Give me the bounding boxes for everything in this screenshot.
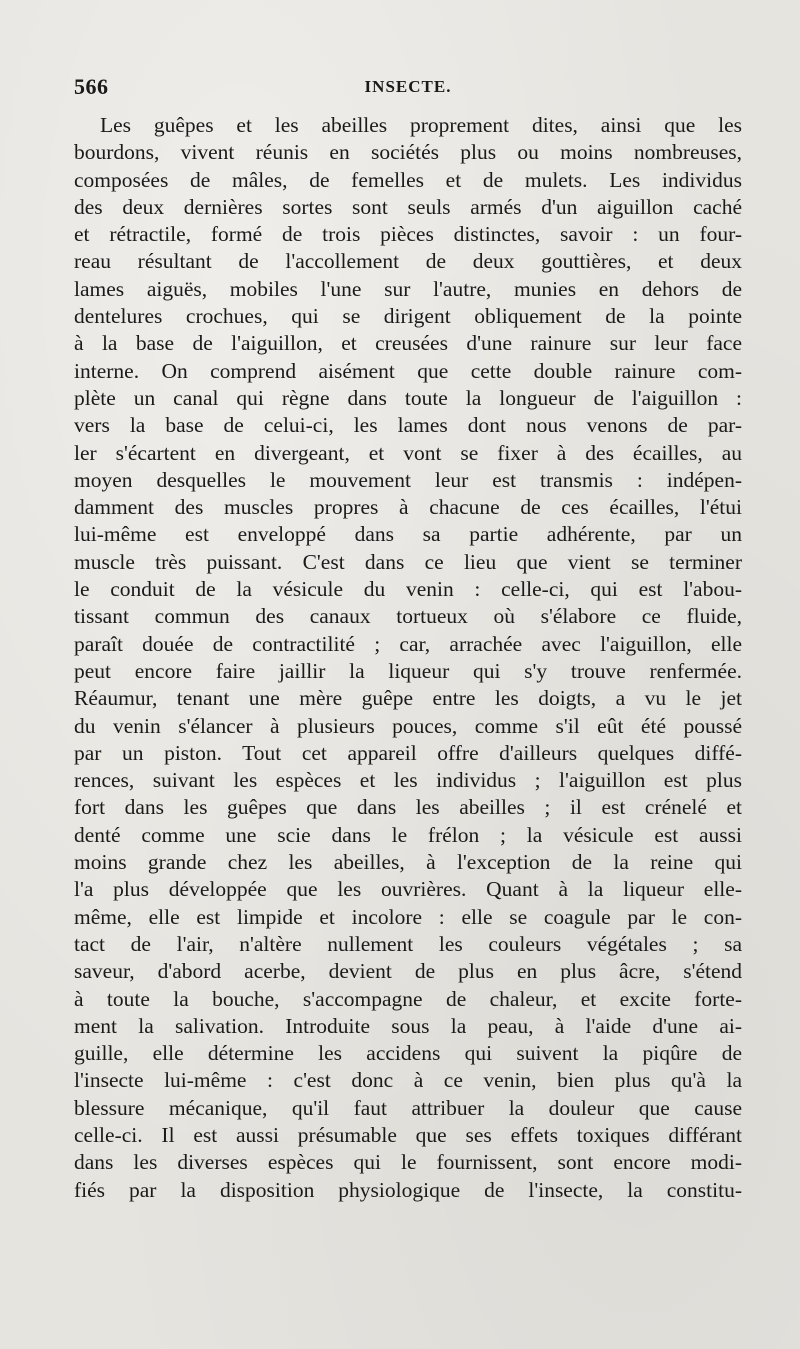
text-line: même, elle est limpide et incolore : elle se coagule par le con-	[74, 904, 742, 929]
text-line: lui-même est enveloppé dans sa partie adhérente, par un	[74, 522, 742, 547]
text-line: par un piston. Tout cet appareil offre d'ailleurs quelques diffé-	[74, 740, 742, 765]
text-line: composées de mâles, de femelles et de mulets. Les individus	[74, 167, 742, 192]
text-line: ment la salivation. Introduite sous la peau, à l'aide d'une ai-	[74, 1013, 742, 1038]
text-line: plète un canal qui règne dans toute la longueur de l'aiguillon :	[74, 385, 742, 410]
text-line: dans les diverses espèces qui le fournissent, sont encore modi-	[74, 1150, 742, 1175]
running-title: INSECTE.	[364, 77, 452, 96]
text-line: celle-ci. Il est aussi présumable que ses effets toxiques différant	[74, 1122, 742, 1147]
text-line: guille, elle détermine les accidens qui suivent la piqûre de	[74, 1041, 742, 1066]
text-line: le conduit de la vésicule du venin : celle-ci, qui est l'abou-	[74, 577, 742, 602]
text-line: reau résultant de l'accollement de deux gouttières, et deux	[74, 249, 742, 274]
text-line: et rétractile, formé de trois pièces distinctes, savoir : un four-	[74, 222, 742, 247]
text-line: peut encore faire jaillir la liqueur qui s'y trouve renfermée.	[74, 658, 742, 683]
text-line: ler s'écartent en divergeant, et vont se fixer à des écailles, au	[74, 440, 742, 465]
text-line: dentelures crochues, qui se dirigent obliquement de la pointe	[74, 304, 742, 329]
text-line: Réaumur, tenant une mère guêpe entre les doigts, a vu le jet	[74, 686, 742, 711]
text-line: moyen desquelles le mouvement leur est transmis : indépen-	[74, 467, 742, 492]
text-line: tact de l'air, n'altère nullement les couleurs végétales ; sa	[74, 931, 742, 956]
text-line: du venin s'élancer à plusieurs pouces, comme s'il eût été poussé	[74, 713, 742, 738]
text-line: des deux dernières sortes sont seuls armés d'un aiguillon caché	[74, 194, 742, 219]
text-line: blessure mécanique, qu'il faut attribuer la douleur que cause	[74, 1095, 742, 1120]
text-line: fort dans les guêpes que dans les abeilles ; il est crénelé et	[74, 795, 742, 820]
text-line: saveur, d'abord acerbe, devient de plus en plus âcre, s'étend	[74, 959, 742, 984]
text-line: interne. On comprend aisément que cette double rainure com-	[74, 358, 742, 383]
text-line: vers la base de celui-ci, les lames dont nous venons de par-	[74, 413, 742, 438]
text-line: moins grande chez les abeilles, à l'exception de la reine qui	[74, 850, 742, 875]
text-line: bourdons, vivent réunis en sociétés plus ou moins nombreuses,	[74, 140, 742, 165]
page-number: 566	[74, 74, 109, 99]
text-line: muscle très puissant. C'est dans ce lieu que vient se terminer	[74, 549, 742, 574]
running-head	[74, 74, 742, 102]
text-line: Les guêpes et les abeilles proprement dites, ainsi que les	[100, 113, 742, 137]
text-line: fiés par la disposition physiologique de l'insecte, la constitu-	[74, 1177, 742, 1202]
text-line: à la base de l'aiguillon, et creusées d'une rainure sur leur face	[74, 331, 742, 356]
text-line: denté comme une scie dans le frélon ; la vésicule est aussi	[74, 822, 742, 847]
text-line: damment des muscles propres à chacune de ces écailles, l'étui	[74, 495, 742, 520]
text-line: tissant commun des canaux tortueux où s'élabore ce fluide,	[74, 604, 742, 629]
text-line: rences, suivant les espèces et les individus ; l'aiguillon est plus	[74, 768, 742, 793]
text-line: l'a plus développée que les ouvrières. Quant à la liqueur elle-	[74, 877, 742, 902]
text-line: l'insecte lui-même : c'est donc à ce venin, bien plus qu'à la	[74, 1068, 742, 1093]
text-line: à toute la bouche, s'accompagne de chaleur, et excite forte-	[74, 986, 742, 1011]
text-line: paraît douée de contractilité ; car, arrachée avec l'aiguillon, elle	[74, 631, 742, 656]
text-line: lames aiguës, mobiles l'une sur l'autre, munies en dehors de	[74, 276, 742, 301]
body-paragraph	[74, 112, 742, 1204]
